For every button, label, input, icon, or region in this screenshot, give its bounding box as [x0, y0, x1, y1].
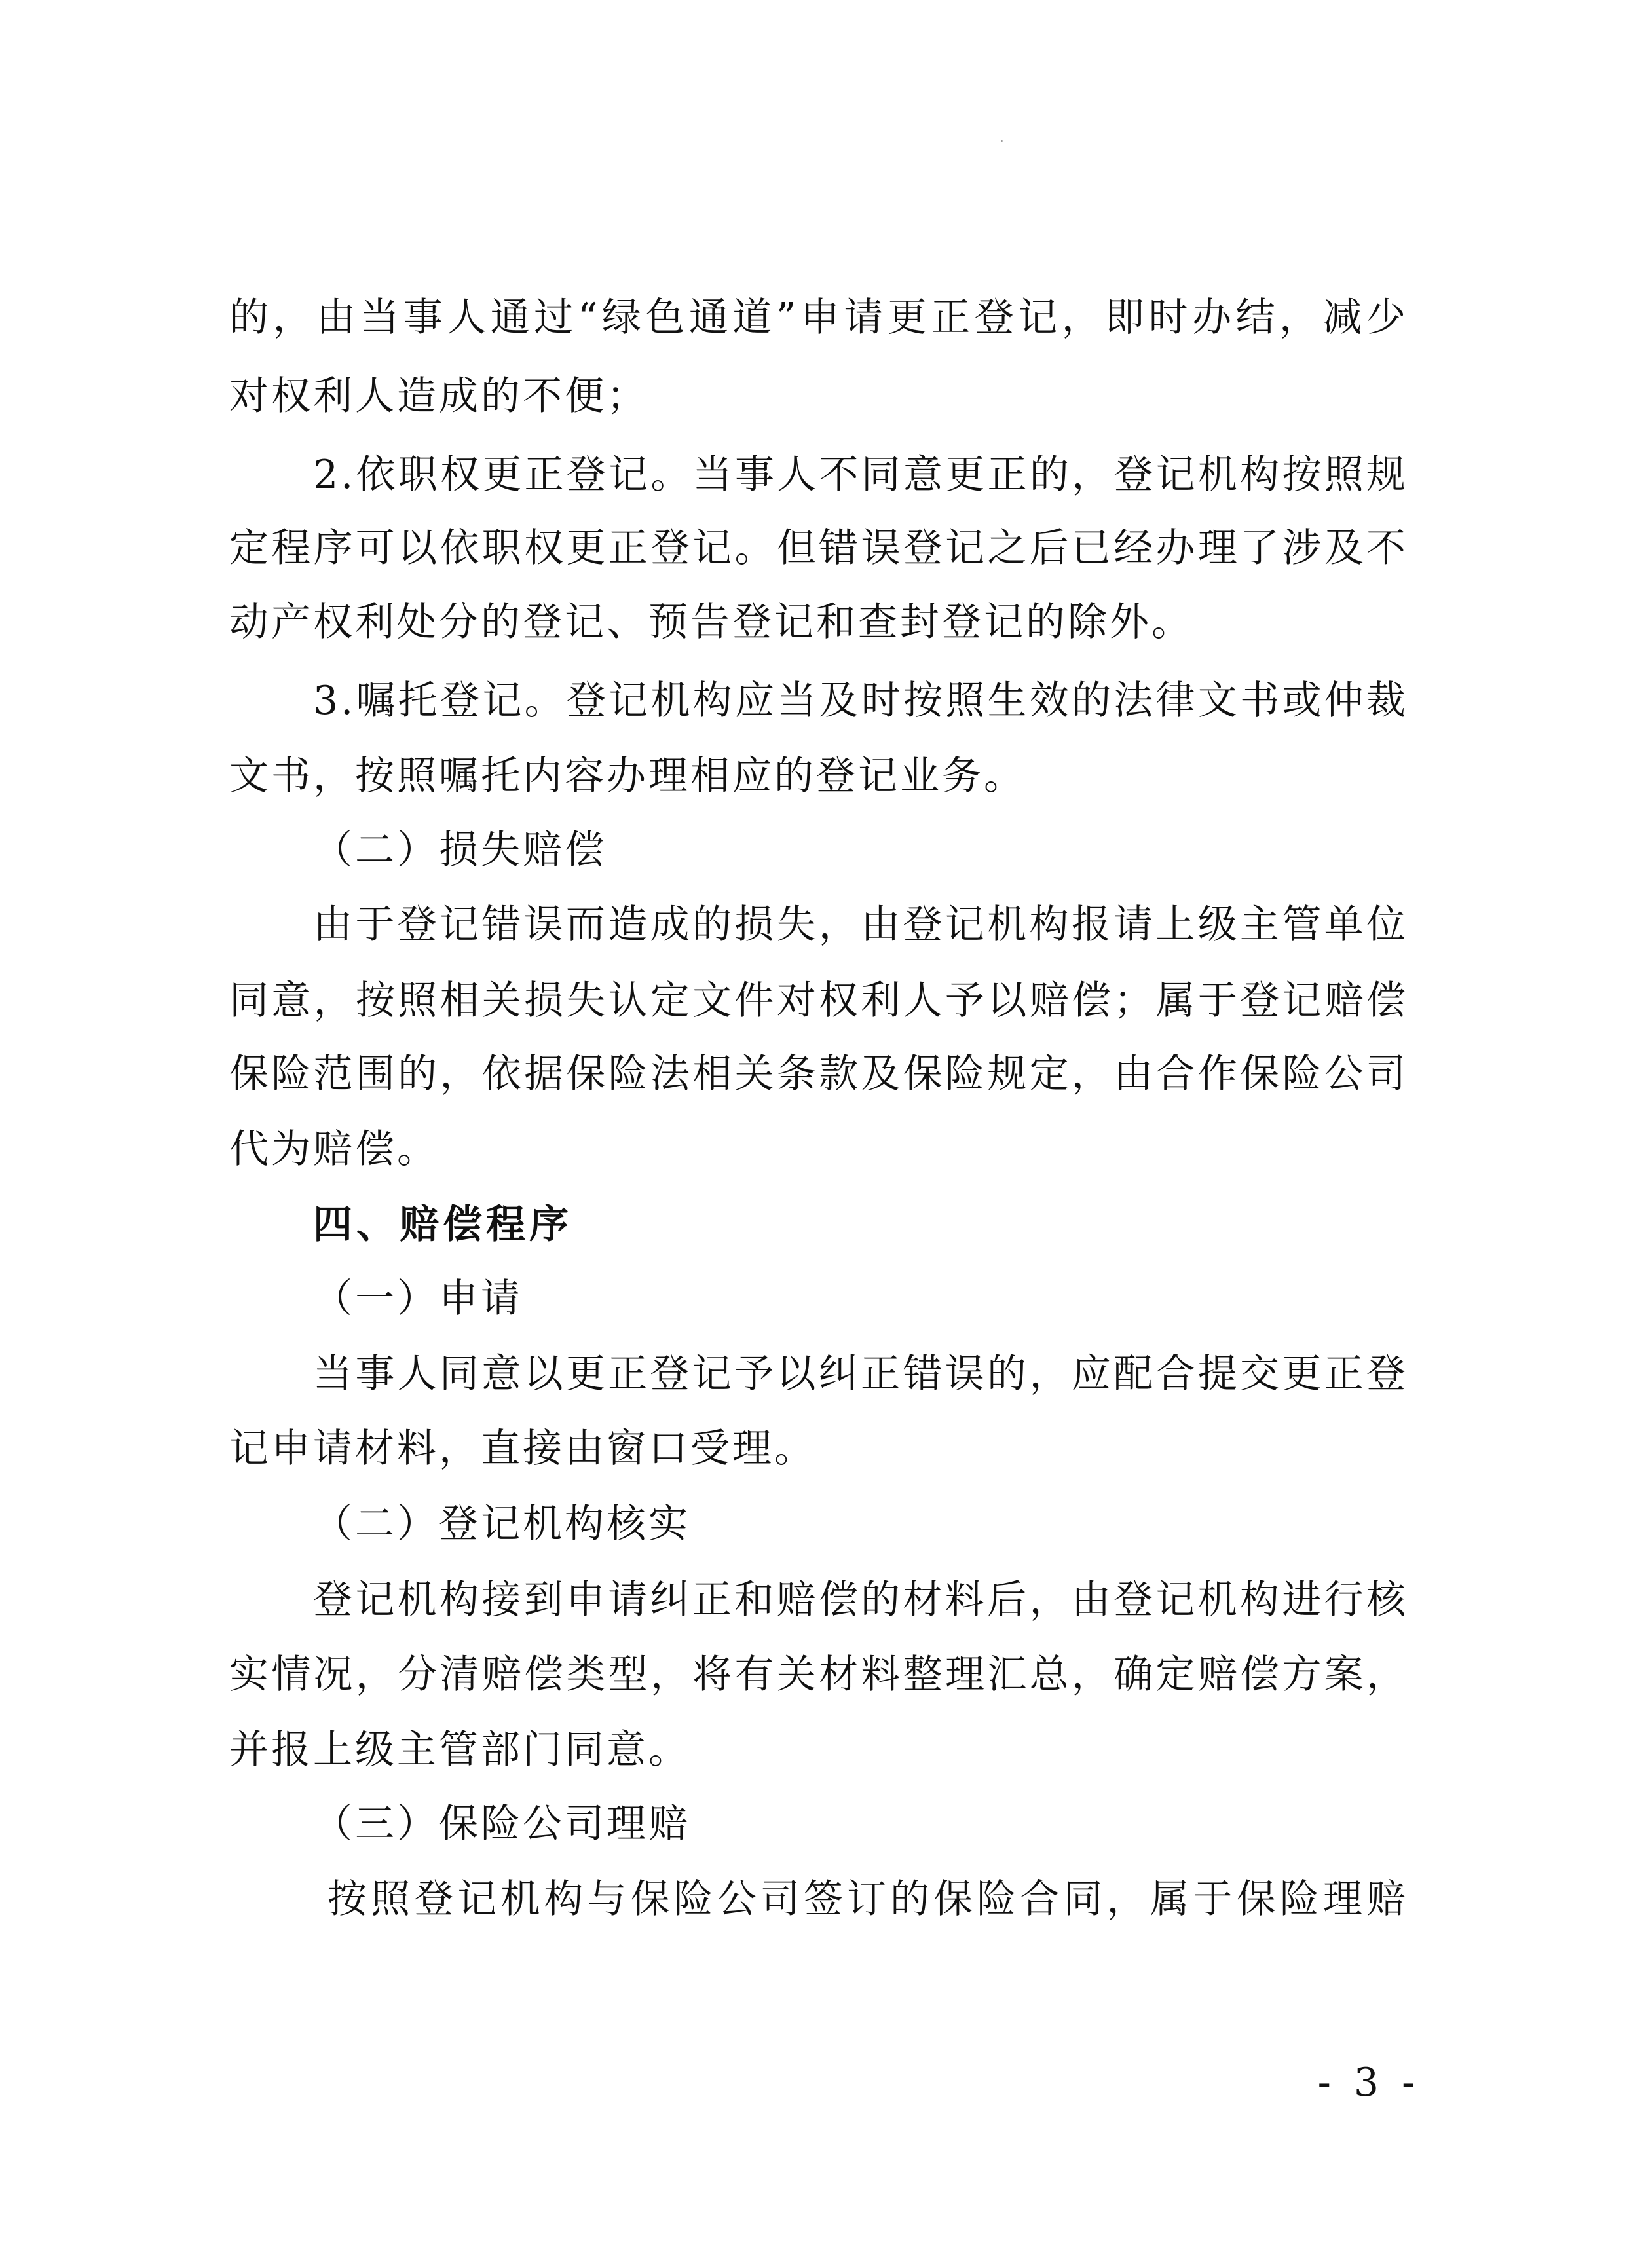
subheading-loss-compensation: （二）损失赔偿 — [313, 827, 607, 873]
body-text-line: 2.依职权更正登记。当事人不同意更正的，登记机构按照规 — [313, 452, 1408, 498]
body-text-line: 保险范围的，依据保险法相关条款及保险规定，由合作保险公司 — [229, 1051, 1408, 1097]
body-text-line: 3.嘱托登记。登记机构应当及时按照生效的法律文书或仲裁 — [313, 678, 1408, 724]
body-text-line: 实情况，分清赔偿类型，将有关材料整理汇总，确定赔偿方案， — [229, 1652, 1408, 1698]
body-text-line: 同意，按照相关损失认定文件对权利人予以赔偿；属于登记赔偿 — [229, 978, 1408, 1024]
body-text-line: 动产权利处分的登记、预告登记和查封登记的除外。 — [229, 599, 1193, 645]
subheading-verification: （二）登记机构核实 — [313, 1501, 690, 1547]
subheading-insurance-claims: （三）保险公司理赔 — [313, 1801, 690, 1847]
body-text-line: 对权利人造成的不便； — [229, 373, 648, 419]
body-text-line: 记申请材料，直接由窗口受理。 — [229, 1426, 816, 1472]
scan-speck — [1001, 140, 1003, 142]
body-text-line: 由于登记错误而造成的损失，由登记机构报请上级主管单位 — [313, 902, 1408, 948]
body-text-line: 代为赔偿。 — [229, 1126, 439, 1172]
body-text-line: 登记机构接到申请纠正和赔偿的材料后，由登记机构进行核 — [313, 1577, 1408, 1623]
body-text-line: 当事人同意以更正登记予以纠正错误的，应配合提交更正登 — [313, 1351, 1408, 1397]
body-text-line: 按照登记机构与保险公司签订的保险合同，属于保险理赔 — [327, 1876, 1408, 1922]
page-number: - 3 - — [1317, 2060, 1421, 2106]
body-text-line: 并报上级主管部门同意。 — [229, 1727, 690, 1773]
body-text-line: 定程序可以依职权更正登记。但错误登记之后已经办理了涉及不 — [229, 525, 1408, 571]
body-text-line: 文书，按照嘱托内容办理相应的登记业务。 — [229, 753, 1026, 799]
subheading-application: （一）申请 — [313, 1276, 523, 1322]
body-text-line: 的，由当事人通过“绿色通道”申请更正登记，即时办结，减少 — [229, 295, 1408, 341]
section-heading-compensation-procedure: 四、赔偿程序 — [313, 1202, 572, 1248]
